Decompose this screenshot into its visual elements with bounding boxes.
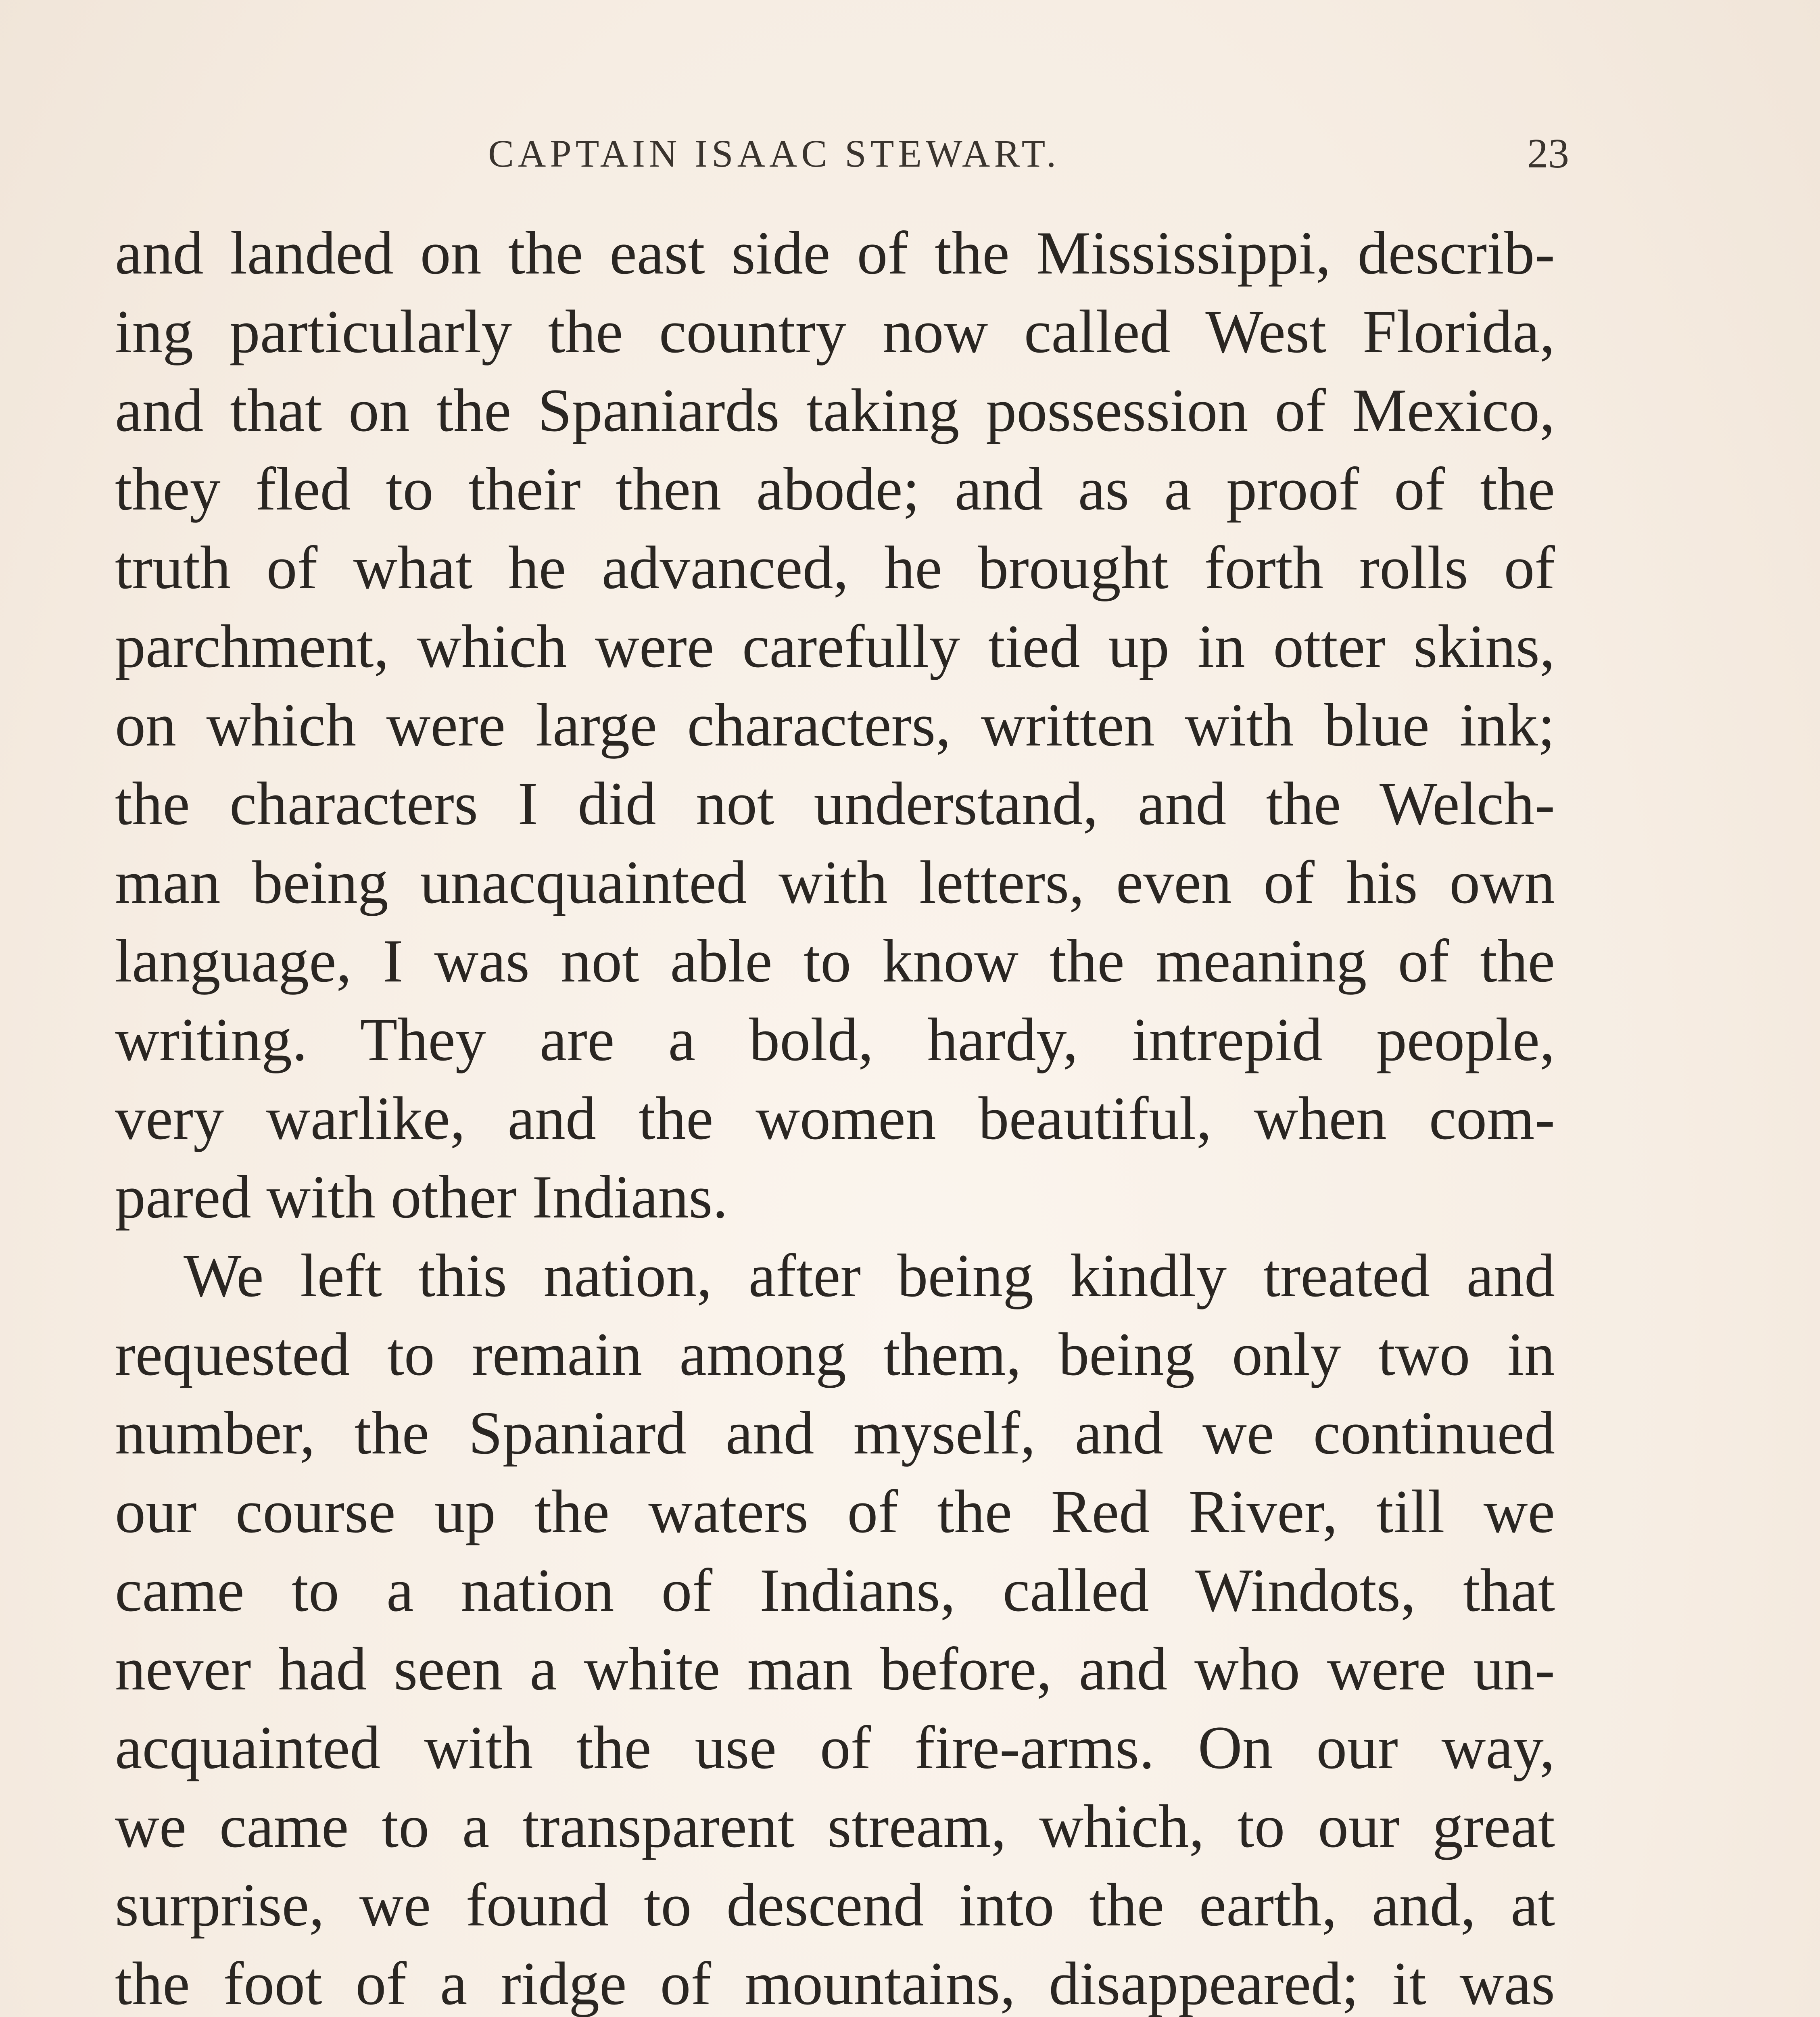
text-line: and landed on the east side of the Mississippi, describ- bbox=[115, 219, 1555, 287]
paragraph-2 bbox=[115, 1236, 1555, 2017]
body-text bbox=[115, 214, 1555, 2017]
page-header bbox=[488, 121, 1569, 186]
text-line: very warlike, and the women beautiful, when com- bbox=[115, 1084, 1555, 1152]
text-line: on which were large characters, written with blue ink; bbox=[115, 691, 1555, 759]
running-head: CAPTAIN ISAAC STEWART. bbox=[488, 132, 1060, 175]
page-number: 23 bbox=[1527, 130, 1569, 177]
text-line: the characters I did not understand, and the Welch- bbox=[115, 770, 1555, 837]
text-line: our course up the waters of the Red River, till we bbox=[115, 1478, 1555, 1545]
text-line: came to a nation of Indians, called Windots, that bbox=[115, 1556, 1555, 1624]
text-line: We left this nation, after being kindly treated and bbox=[184, 1242, 1555, 1309]
text-line: pared with other Indians. bbox=[115, 1163, 728, 1231]
text-line: man being unacquainted with letters, even of his own bbox=[115, 848, 1555, 916]
text-line: acquainted with the use of fire-arms. On our way, bbox=[115, 1714, 1555, 1781]
text-line: surprise, we found to descend into the earth, and, at bbox=[115, 1871, 1555, 1939]
text-line: requested to remain among them, being only two in bbox=[115, 1320, 1555, 1388]
paragraph-1 bbox=[115, 214, 1555, 1236]
text-line: writing. They are a bold, hardy, intrepid people, bbox=[115, 1006, 1555, 1073]
text-line: they fled to their then abode; and as a proof of the bbox=[115, 455, 1555, 523]
text-line: number, the Spaniard and myself, and we continued bbox=[115, 1399, 1555, 1467]
text-line: language, I was not able to know the meaning of the bbox=[115, 927, 1555, 995]
text-line: the foot of a ridge of mountains, disappeared; it was bbox=[115, 1950, 1555, 2017]
text-line: never had seen a white man before, and who were un- bbox=[115, 1635, 1555, 1703]
text-line: and that on the Spaniards taking possession of Mexico, bbox=[115, 376, 1555, 444]
text-line: truth of what he advanced, he brought forth rolls of bbox=[115, 534, 1555, 601]
text-line: we came to a transparent stream, which, to our great bbox=[115, 1792, 1555, 1860]
text-line: parchment, which were carefully tied up in otter skins, bbox=[115, 612, 1555, 680]
text-line: ing particularly the country now called West Florida, bbox=[115, 298, 1555, 365]
